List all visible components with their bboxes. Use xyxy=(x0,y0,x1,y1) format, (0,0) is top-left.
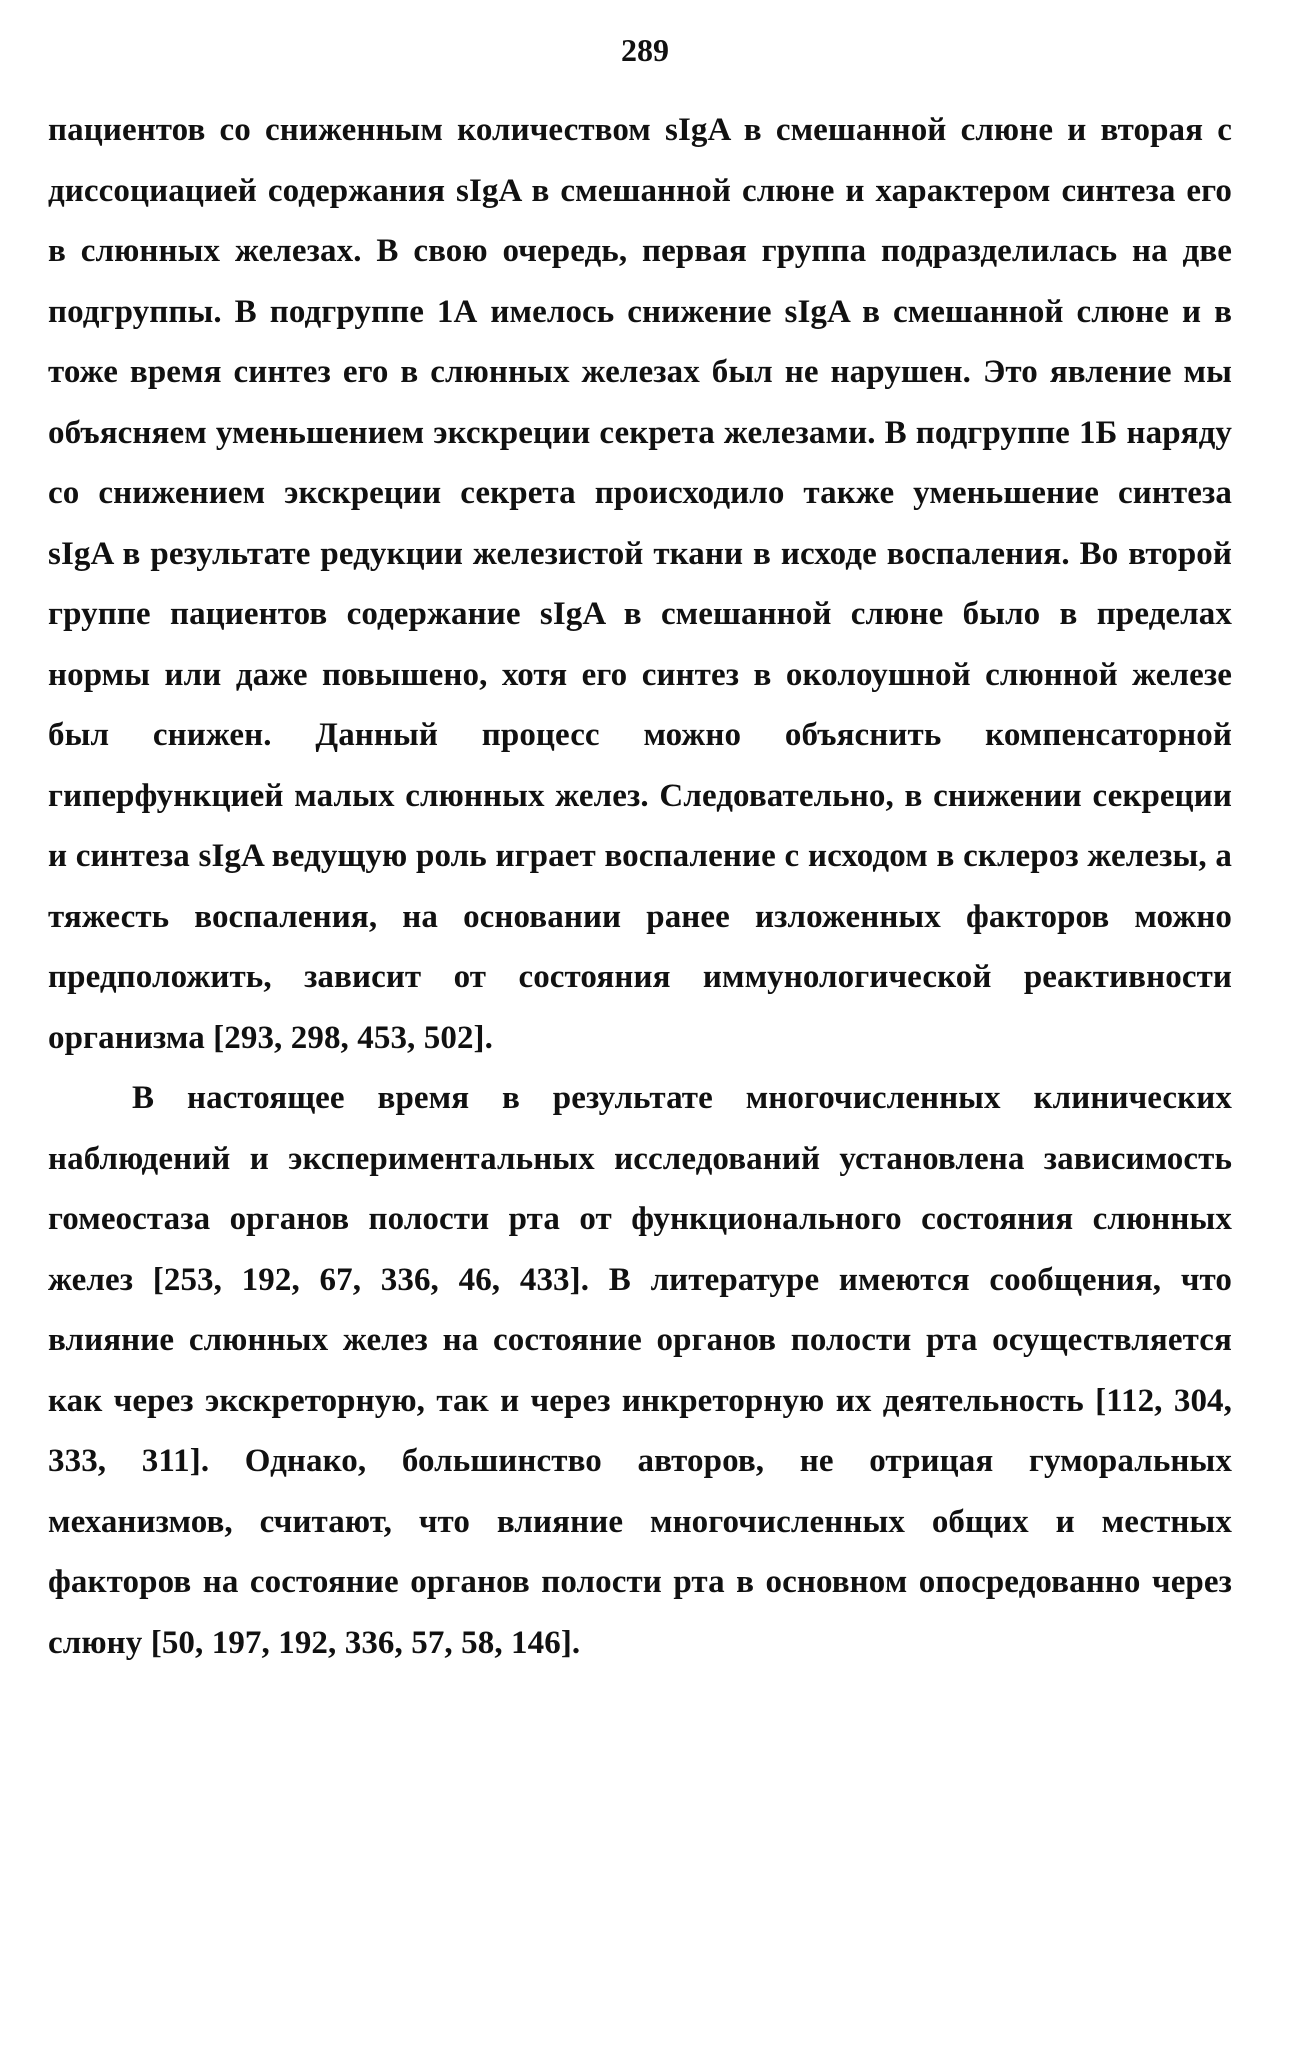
paragraph-indented: В настоящее время в результате многочисленных клинических наблюдений и экспериментальных исследований установлена зависимость гомеостаза органов полости рта от функционального состояния слюнных желез [253, 192, 67, 336, 46, 433]. В литературе имеются сообщения, что влияние слюнных желез на состояние органов полости рта осуществляется как через экскреторную, так и через инкреторную их деятельность [112, 304, 333, 311]. Однако, большинство авторов, не отрицая гуморальных механизмов, считают, что влияние многочисленных общих и местных факторов на состояние органов полости рта в основном опосредованно через слюну [50, 197, 192, 336, 57, 58, 146]. xyxy=(48,1080,1232,1661)
body-text xyxy=(48,100,1232,1673)
paragraph-continuation: пациентов со сниженным количеством sIgA в смешанной слюне и вторая с диссоциацией содержания sIgA в смешанной слюне и характером синтеза его в слюнных железах. В свою очередь, первая группа подразделилась на две подгруппы. В подгруппе 1А имелось снижение sIgA в смешанной слюне и в тоже время синтез его в слюнных железах был не нарушен. Это явление мы объясняем уменьшением экскреции секрета железами. В подгруппе 1Б наряду со снижением экскреции секрета происходило также уменьшение синтеза sIgA в результате редукции железистой ткани в исходе воспаления. Во второй группе пациентов содержание sIgA в смешанной слюне было в пределах нормы или даже повышено, хотя его синтез в околоушной слюнной железе был снижен. Данный процесс можно объяснить компенсаторной гиперфункцией малых слюнных желез. Следовательно, в снижении секреции и синтеза sIgA ведущую роль играет воспаление с исходом в склероз железы, а тяжесть воспаления, на основании ранее изложенных факторов можно предположить, зависит от состояния иммунологической реактивности организма [293, 298, 453, 502]. xyxy=(48,112,1232,1056)
page-number: 289 xyxy=(621,32,669,68)
